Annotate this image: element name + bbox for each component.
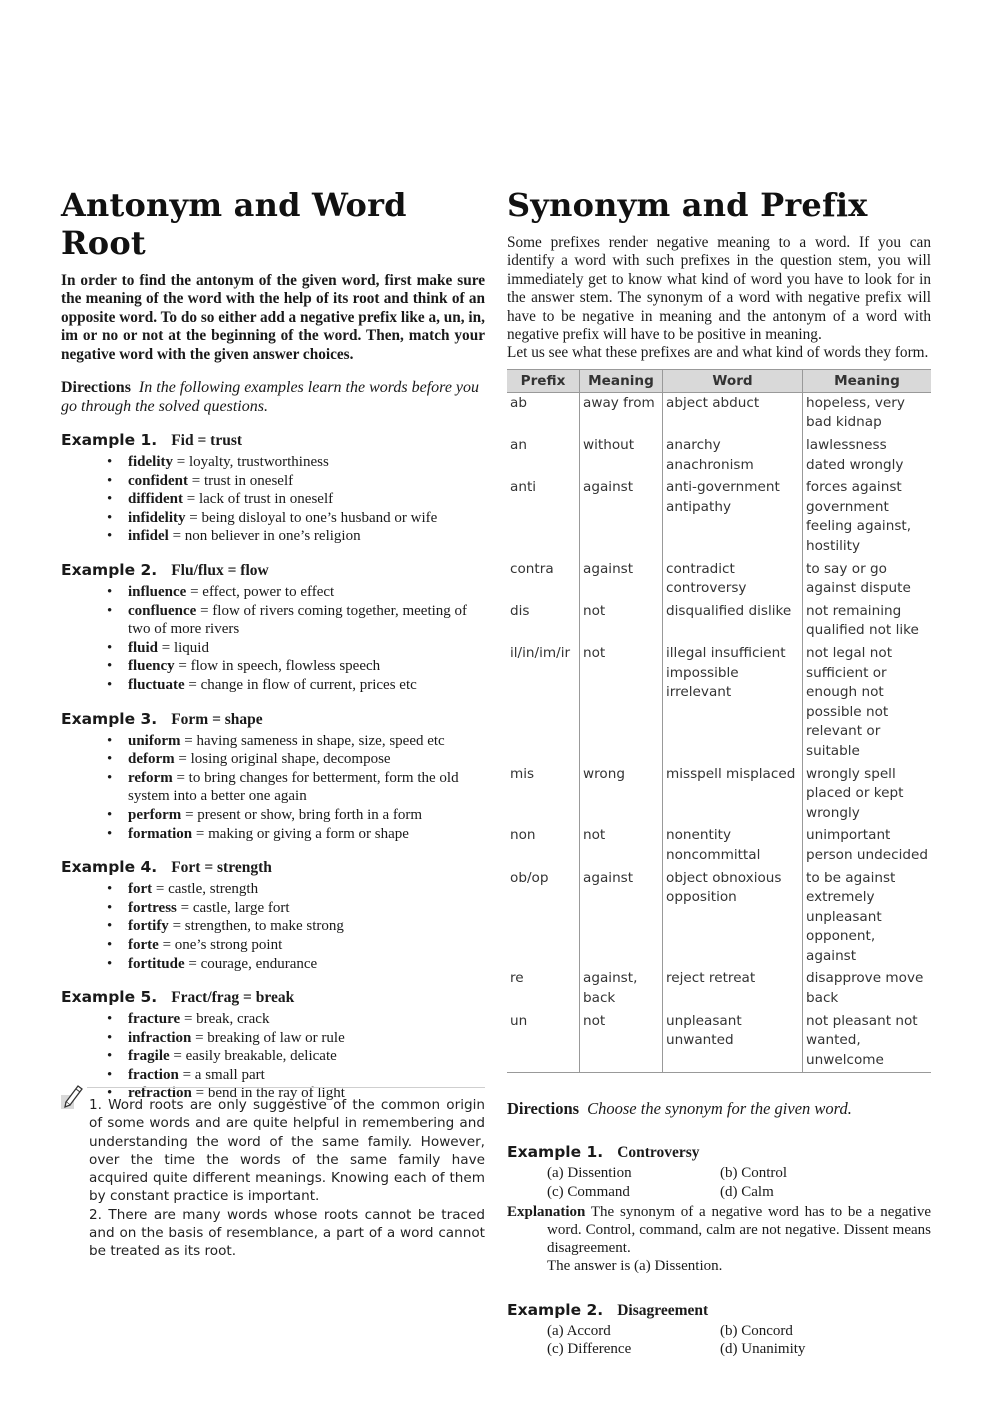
option-a: (a) Dissention: [547, 1165, 632, 1182]
example-label: Example 2.: [507, 1300, 604, 1319]
example-word-list: [61, 880, 485, 973]
word-meaning: = easily breakable, delicate: [169, 1048, 337, 1065]
option-d: (d) Unanimity: [720, 1340, 806, 1357]
word-item: [107, 806, 485, 825]
prefix-cell: re: [510, 970, 524, 987]
pencil-icon: [61, 1083, 85, 1109]
word: forte: [128, 936, 159, 953]
word-item: [107, 1066, 485, 1085]
word: fragile: [128, 1048, 170, 1065]
example-block: [61, 857, 485, 973]
word-item: [107, 750, 485, 769]
word-meaning: = strengthen, to make strong: [168, 918, 344, 935]
example-label: Example 3.: [61, 709, 158, 728]
word-cell: object obnoxious opposition: [663, 868, 803, 969]
word-item: [107, 657, 485, 676]
prefix-cell: contra: [510, 560, 554, 577]
explanation-label: Explanation: [507, 1203, 586, 1220]
word-cell: reject retreat: [663, 968, 803, 1010]
word: refraction: [128, 1085, 192, 1102]
word-item: [107, 880, 485, 899]
prefix-meaning-cell: without: [580, 435, 663, 477]
word-cell: anarchy anachronism: [663, 435, 803, 477]
question-word: Disagreement: [617, 1301, 709, 1319]
word-meaning: = a small part: [178, 1066, 265, 1083]
example-word-list: [61, 583, 485, 695]
word-meaning: = to bring changes for betterment, form the old system into a better one again: [128, 769, 459, 805]
word-item: [107, 936, 485, 955]
note-point: 1. Word roots are only suggestive of the common origin of some words and are quite helpful in remembering and understanding the word of the same family. However, over the time the words of the same family have acquired quite different meanings. Knowing each of them by constant practice is important.: [89, 1097, 485, 1205]
word-cell: disqualified dislike: [663, 601, 803, 643]
explanation: [507, 1203, 931, 1276]
example-word-list: [61, 1010, 485, 1103]
word: fluid: [128, 639, 159, 656]
word: fort: [128, 881, 153, 898]
word: reform: [128, 769, 173, 786]
table-row: [507, 1011, 931, 1073]
answer-options: [547, 1164, 931, 1200]
word-meaning: = having sameness in shape, size, speed etc: [180, 732, 445, 749]
table-header: Prefix: [507, 369, 580, 392]
right-column: [507, 186, 931, 1358]
word-item: [107, 732, 485, 751]
prefix-meaning-cell: not: [580, 643, 663, 764]
table-row: [507, 643, 931, 764]
word-cell: unpleasant unwanted: [663, 1011, 803, 1073]
word-meaning: = courage, endurance: [184, 955, 318, 972]
table-header-row: [507, 369, 931, 392]
word-meaning-cell: not remaining qualified not like: [803, 601, 932, 643]
word-meaning: = present or show, bring forth in a form: [181, 806, 423, 823]
prefix-table: [507, 369, 931, 1074]
example-heading: [507, 1300, 931, 1321]
word-meaning: = losing original shape, decompose: [174, 751, 391, 768]
word-meaning: = being disloyal to one’s husband or wife: [185, 509, 438, 526]
intro-paragraph: Some prefixes render negative meaning to a word. If you can identify a word with such prefixes in the question stem, you will immediately get to know what kind of word you have to look for in the answer stem. The synonym of a word with negative prefix will have to be negative in meaning and the antonym of a word with negative prefix will have to be positive in meaning.: [507, 234, 931, 344]
directions: [507, 1099, 931, 1118]
example-root: Fract/frag = break: [171, 989, 295, 1007]
example-heading: [61, 709, 485, 730]
word-cell: nonentity noncommittal: [663, 825, 803, 867]
option-a: (a) Accord: [547, 1322, 611, 1339]
word-meaning: = lack of trust in oneself: [183, 491, 334, 508]
word-item: [107, 509, 485, 528]
left-column: [61, 186, 485, 1103]
example-block: [61, 709, 485, 844]
prefix-meaning-cell: against: [580, 477, 663, 558]
option-c: (c) Difference: [547, 1340, 632, 1357]
option-d: (d) Calm: [720, 1183, 774, 1200]
table-row: [507, 764, 931, 826]
word: fluctuate: [128, 676, 185, 693]
word: formation: [128, 825, 193, 842]
directions-label: Directions: [507, 1099, 580, 1119]
word-cell: anti-government antipathy: [663, 477, 803, 558]
word-meaning-cell: unimportant person undecided: [803, 825, 932, 867]
word-item: [107, 1029, 485, 1048]
table-row: [507, 435, 931, 477]
table-body: [507, 392, 931, 1073]
option-b: (b) Concord: [720, 1322, 793, 1339]
word-meaning: = one’s strong point: [158, 936, 283, 953]
example-root: Flu/flux = flow: [171, 562, 269, 579]
word-item: [107, 490, 485, 509]
explanation-body: [507, 1203, 931, 1258]
question-example-2: [507, 1300, 931, 1358]
word-meaning: = effect, power to effect: [186, 584, 335, 600]
word: perform: [128, 806, 182, 823]
word-item: [107, 583, 485, 602]
section-title: Antonym and Word Root: [61, 186, 407, 262]
example-heading: [507, 1142, 931, 1163]
example-heading: [61, 560, 485, 581]
word-meaning: = flow of rivers coming together, meeting of two of more rivers: [128, 602, 468, 638]
prefix-meaning-cell: not: [580, 825, 663, 867]
word: fortify: [128, 918, 169, 935]
word: infidelity: [128, 509, 186, 526]
directions-text: Choose the synonym for the given word.: [587, 1099, 852, 1119]
word-meaning-cell: lawlessness dated wrongly: [803, 435, 932, 477]
word: fidelity: [128, 454, 173, 471]
directions: [61, 378, 485, 416]
word: deform: [128, 751, 175, 768]
note-text: [89, 1096, 485, 1261]
word: influence: [128, 584, 187, 600]
word-meaning: = loyalty, trustworthiness: [173, 454, 329, 471]
answer-text: The answer is (a) Dissention.: [547, 1258, 723, 1275]
word-item: [107, 453, 485, 472]
example-root: Fid = trust: [171, 432, 243, 450]
word-item: [107, 676, 485, 695]
example-label: Example 4.: [61, 858, 158, 877]
word-item: [107, 899, 485, 918]
word: diffident: [128, 491, 184, 508]
word-item: [107, 1010, 485, 1029]
word-item: [107, 1047, 485, 1066]
example-label: Example 2.: [61, 561, 158, 579]
table-row: [507, 968, 931, 1010]
word: infidel: [128, 528, 169, 545]
prefix-meaning-cell: not: [580, 601, 663, 643]
section-title: Synonym and Prefix: [507, 186, 868, 224]
word-meaning: = castle, strength: [152, 881, 259, 898]
example-block: [61, 430, 485, 546]
word-meaning-cell: forces against government feeling against, hostility: [803, 477, 932, 558]
table-row: [507, 477, 931, 558]
answer-options: [547, 1322, 931, 1358]
example-word-list: [61, 732, 485, 844]
prefix-cell: anti: [510, 479, 537, 496]
word: fortitude: [128, 955, 185, 972]
word-cell: contradict controversy: [663, 559, 803, 601]
word-meaning: = trust in oneself: [188, 472, 294, 489]
prefix-meaning-cell: away from: [580, 392, 663, 435]
word-meaning-cell: hopeless, very bad kidnap: [803, 392, 932, 435]
example-block: [61, 560, 485, 695]
word-meaning-cell: not pleasant not wanted, unwelcome: [803, 1011, 932, 1073]
word: uniform: [128, 732, 181, 749]
prefix-cell: un: [507, 1011, 580, 1073]
table-row: [507, 601, 931, 643]
word-item: [107, 769, 485, 806]
word: fracture: [128, 1011, 181, 1028]
word-meaning-cell: to be against extremely unpleasant opponent, against: [803, 868, 932, 969]
prefix-cell: dis: [510, 602, 530, 619]
word: fluency: [128, 658, 175, 675]
prefix-cell: an: [510, 437, 527, 454]
word-meaning: = breaking of law or rule: [191, 1029, 345, 1046]
example-label: Example 1.: [61, 431, 158, 450]
word-meaning: = non believer in one’s religion: [168, 528, 361, 545]
table-row: [507, 868, 931, 969]
word-item: [107, 602, 485, 639]
word-item: [107, 825, 485, 844]
word-meaning: = castle, large fort: [176, 899, 290, 916]
word-meaning-cell: disapprove move back: [803, 968, 932, 1010]
word-item: [107, 955, 485, 974]
prefix-cell: ab: [510, 394, 527, 411]
prefix-meaning-cell: against: [580, 559, 663, 601]
table-row: [507, 559, 931, 601]
word-item: [107, 639, 485, 658]
prefix-cell: non: [510, 827, 536, 844]
table-row: [507, 825, 931, 867]
example-heading: [61, 857, 485, 878]
table-row: [507, 392, 931, 435]
word-meaning-cell: wrongly spell placed or kept wrongly: [803, 764, 932, 826]
word: infraction: [128, 1029, 192, 1046]
word-item: [107, 527, 485, 546]
word-item: [107, 472, 485, 491]
word: fortress: [128, 899, 177, 916]
word-meaning-cell: to say or go against dispute: [803, 559, 932, 601]
question-word: Controversy: [617, 1144, 700, 1162]
prefix-meaning-cell: not: [580, 1011, 663, 1073]
prefix-meaning-cell: against, back: [580, 968, 663, 1010]
word-cell: abject abduct: [663, 392, 803, 435]
word-meaning: = making or giving a form or shape: [192, 825, 409, 842]
word-meaning: = change in flow of current, prices etc: [184, 676, 417, 693]
example-root: Form = shape: [171, 710, 263, 728]
word-meaning: = break, crack: [180, 1011, 270, 1028]
table-header: Meaning: [580, 369, 663, 392]
directions-text: In the following examples learn the words before you go through the solved questions.: [61, 379, 480, 416]
explanation-text: The synonym of a negative word has to be a negative word. Control, command, calm are not negative. Dissent means disagreement.: [547, 1203, 932, 1257]
table-header: Meaning: [803, 369, 932, 392]
example-label: Example 5.: [61, 988, 158, 1007]
example-heading: [61, 987, 485, 1008]
word: fraction: [128, 1066, 179, 1083]
prefix-meaning-cell: against: [580, 868, 663, 969]
intro-paragraph: In order to find the antonym of the given word, first make sure the meaning of the word with the help of its root and think of an opposite word. To do so either add a negative prefix like a, un, in, im or no or not at the beginning of the word. Then, match your negative word with the given answer choices.: [61, 272, 485, 363]
prefix-cell: il/in/im/ir: [510, 644, 571, 661]
example-word-list: [61, 453, 485, 546]
word-cell: misspell misplaced: [663, 764, 803, 826]
table-header: Word: [663, 369, 803, 392]
note-point: 2. There are many words whose roots cannot be traced and on the basis of resemblance, a part of a word cannot be treated as its root.: [89, 1206, 485, 1260]
word-meaning: = bend in the ray of light: [191, 1085, 345, 1102]
word-cell: illegal insufficient impossible irrelevant: [663, 643, 803, 764]
word: confident: [128, 472, 188, 489]
example-heading: [61, 430, 485, 451]
note-divider: [87, 1087, 485, 1088]
examples-list: [61, 430, 485, 1103]
question-example-1: [507, 1142, 931, 1275]
directions-label: Directions: [61, 379, 131, 397]
word: confluence: [128, 602, 197, 619]
prefix-meaning-cell: wrong: [580, 764, 663, 826]
example-label: Example 1.: [507, 1143, 604, 1162]
word-item: [107, 917, 485, 936]
option-b: (b) Control: [720, 1165, 788, 1182]
word-meaning-cell: not legal not sufficient or enough not possible not relevant or suitable: [803, 643, 932, 764]
prefix-cell: ob/op: [510, 869, 549, 886]
word-meaning: = liquid: [158, 639, 209, 656]
table-intro: Let us see what these prefixes are and what kind of words they form.: [507, 344, 929, 362]
example-root: Fort = strength: [171, 859, 272, 877]
option-c: (c) Command: [547, 1183, 630, 1200]
word-meaning: = flow in speech, flowless speech: [174, 658, 381, 675]
example-block: [61, 987, 485, 1103]
prefix-cell: mis: [510, 765, 535, 782]
